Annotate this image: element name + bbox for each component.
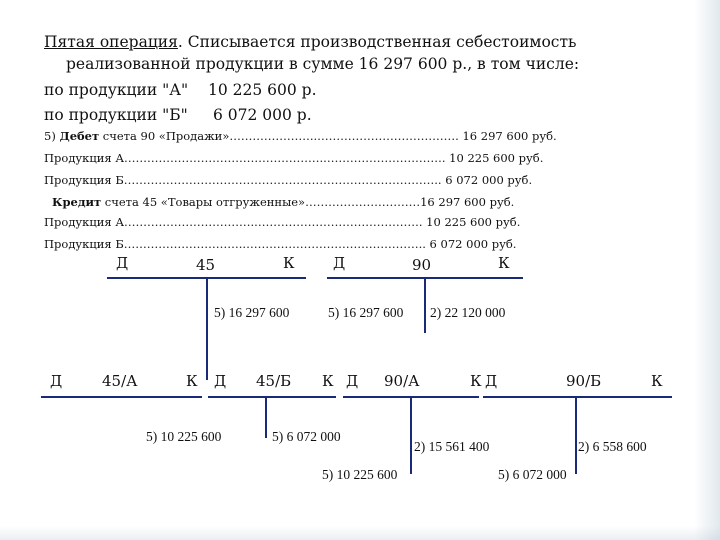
acc90b-d: Д bbox=[485, 372, 498, 390]
credit-word: Кредит bbox=[52, 195, 102, 209]
acc90b-k: К bbox=[651, 372, 663, 390]
acc45-d: Д bbox=[116, 254, 129, 272]
acc90-k: К bbox=[498, 254, 510, 272]
acc45-vline bbox=[206, 277, 208, 380]
acc45-debit: 5) 16 297 600 bbox=[214, 305, 290, 320]
operation-title: Пятая операция bbox=[44, 33, 178, 51]
acc90a-debit: 5) 10 225 600 bbox=[322, 467, 398, 482]
debit-word: Дебет bbox=[59, 129, 100, 143]
acc90a-credit: 2) 15 561 400 bbox=[414, 439, 490, 454]
operation-desc-1: . Списывается производственная себестоимость bbox=[177, 33, 577, 51]
acc90b-debit: 5) 6 072 000 bbox=[498, 467, 567, 482]
product-a-value: 10 225 600 р. bbox=[208, 81, 317, 99]
entry-number: 5) bbox=[44, 129, 60, 143]
acc90-d: Д bbox=[333, 254, 346, 272]
acc90-credit: 2) 22 120 000 bbox=[430, 305, 506, 320]
entry-credit-product-b: Продукция Б…………………………..……………………………………….. 6 072 000 руб. bbox=[44, 237, 517, 251]
acc45a-name: 45/А bbox=[102, 372, 138, 390]
operation-line-1 bbox=[44, 33, 577, 51]
slide-bottom-shadow bbox=[0, 526, 720, 540]
acc45b-name: 45/Б bbox=[256, 372, 292, 390]
acc45-k: К bbox=[283, 254, 295, 272]
entry-credit-product-a: Продукция А……………………………..……………………………………. 10 225 600 руб. bbox=[44, 215, 521, 229]
slide-edge-shadow bbox=[694, 0, 720, 540]
entry-debit-product-a: Продукция А……………………………………………..…………………………. 10 225 600 руб. bbox=[44, 151, 544, 165]
operation-desc-2: реализованной продукции в сумме 16 297 600 р., в том числе: bbox=[66, 55, 580, 73]
entry-credit-line bbox=[52, 195, 514, 209]
acc45b-d: Д bbox=[214, 372, 227, 390]
acc45b-debit: 5) 6 072 000 bbox=[272, 429, 341, 444]
acc90b-hline bbox=[483, 396, 672, 398]
acc90a-vline bbox=[410, 396, 412, 474]
acc45b-k: К bbox=[322, 372, 334, 390]
product-a-label: по продукции "А" bbox=[44, 81, 189, 99]
acc45b-vline bbox=[265, 396, 267, 438]
acc45a-hline bbox=[41, 396, 202, 398]
acc45-name: 45 bbox=[196, 256, 216, 274]
debit-text: счета 90 «Продажи»…………………..………………………………. 16 297 600 руб. bbox=[99, 129, 557, 143]
product-b-value: 6 072 000 р. bbox=[213, 106, 312, 124]
acc45a-d: Д bbox=[50, 372, 63, 390]
acc45b-hline bbox=[208, 396, 336, 398]
acc90b-vline bbox=[575, 396, 577, 474]
acc90b-credit: 2) 6 558 600 bbox=[578, 439, 647, 454]
credit-text: счета 45 «Товары отгруженные»…………………………16 297 600 руб. bbox=[101, 195, 515, 209]
acc90a-d: Д bbox=[346, 372, 359, 390]
acc90b-name: 90/Б bbox=[566, 372, 602, 390]
acc45a-k: К bbox=[186, 372, 198, 390]
acc45a-debit: 5) 10 225 600 bbox=[146, 429, 222, 444]
entry-debit-product-b: Продукция Б……………………………………………………………………….. 6 072 000 руб. bbox=[44, 173, 533, 187]
acc90a-k: К bbox=[470, 372, 482, 390]
acc90a-name: 90/А bbox=[384, 372, 420, 390]
acc90-vline bbox=[424, 277, 426, 333]
acc90-name: 90 bbox=[412, 256, 432, 274]
acc90-debit: 5) 16 297 600 bbox=[328, 305, 404, 320]
entry-debit-line bbox=[44, 129, 557, 143]
product-b-label: по продукции "Б" bbox=[44, 106, 188, 124]
